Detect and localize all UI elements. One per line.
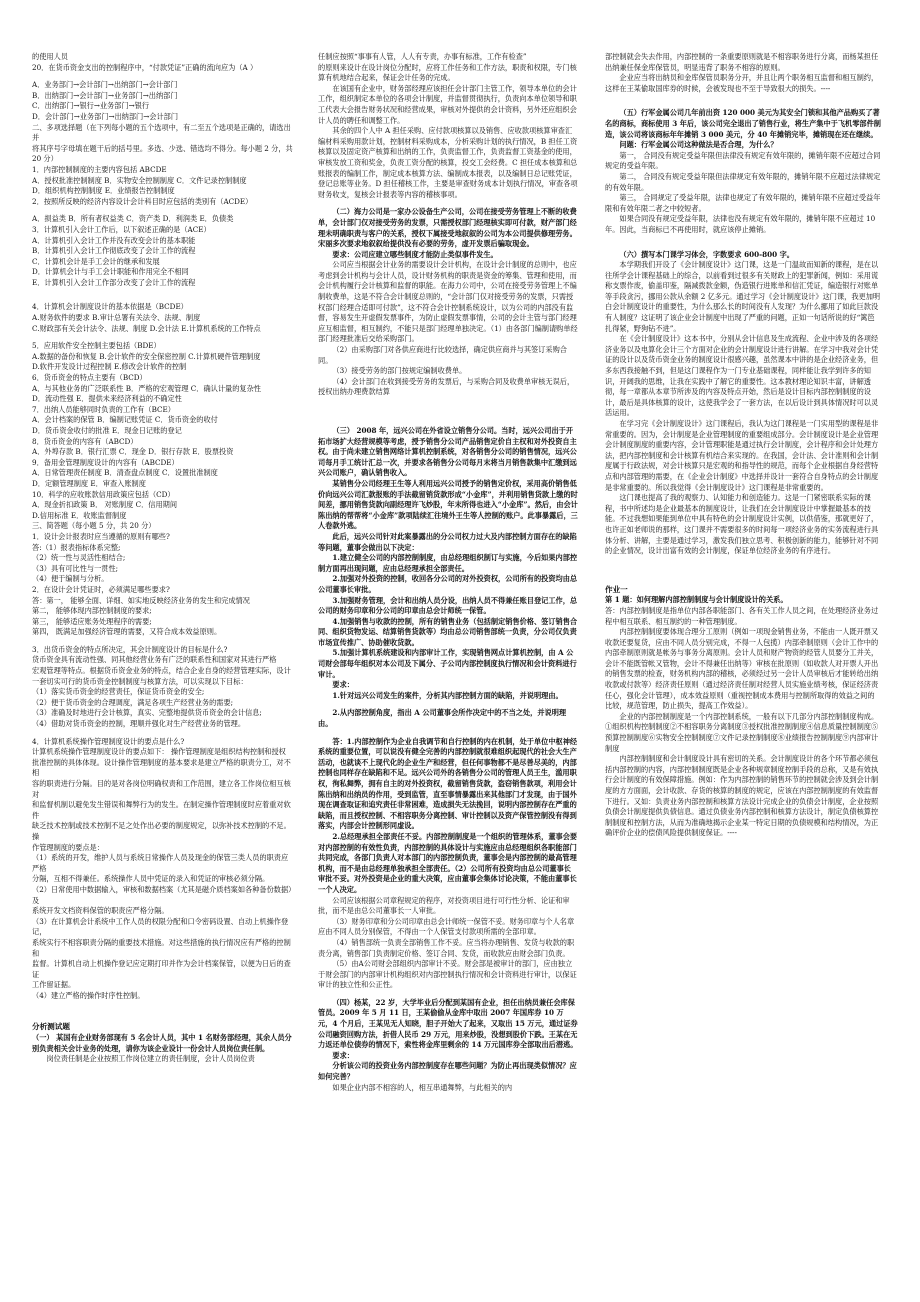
col2-paragraph: （4）销售部统一负责全部销售工作不妥。应当将办理销售、发货与收款的职责分离，销售部门负责制定价格、签订合同、发货，而收款应由财会部门负责。 (318, 937, 575, 958)
col1-paragraph: A.财务软件的要求 B.审计总署有关法令、法规、制度 (32, 313, 201, 323)
col3-paragraph: 第三， 合同规定了受益年限，法律也规定了有效年限的，摊销年限不应超过受益年限和有效年限二者之中较短者。 (605, 193, 881, 213)
col2-paragraph: 5.加强计算机系统建设和内部审计工作，实现销售网点计算机控制，由 A 公司财会部每年组织对本公司及下属分、子公司内部控制度执行情况和会计资料进行审计。 (318, 648, 577, 679)
col1-paragraph: 2．在设计会计凭证时，必须满足哪些要求? (32, 584, 170, 594)
col1-paragraph: 分析测试题 (32, 1022, 70, 1032)
col2-paragraph: 3.加强财务管理，会计和出纳人员分设，出纳人员不得兼任账目登记工作，总公司的财务印章和分公司的印章由总会计师统一保管。 (318, 595, 578, 616)
col2-paragraph: 要求： (332, 1050, 354, 1060)
col2-paragraph: （5）由A公司财会部组织内部审计不妥。财会部是被审计的部门，应由独立于财会部门的内部审计机构组织对内部控制执行情况和会计资料进行审计，以保证审计的独立性和公正性。 (318, 959, 577, 990)
spacer (32, 1015, 294, 1022)
col1-paragraph: 7．出纳人员能够同时负责的工作有（BCE） (32, 404, 175, 414)
col1-paragraph: D．货币资金收付的批准 E．现金日记账的登记 (32, 426, 182, 435)
col1-paragraph: 系统实行不相容职责分隔的重要技术措施。对这些措施的执行情况应有严格的控制和 (32, 937, 291, 958)
col1-paragraph: A．日常管理责任制度 B．清查盘点制度 C．设置批准制度 (32, 468, 218, 478)
col1-paragraph: 二、多项选择题（在下列每小题的五个选项中，有二至五个选项是正确的，请选出并 (32, 122, 291, 143)
col3-paragraph: 这门课也提高了我的观察力、认知能力和创造能力。这是一门紧密联系实际的课程，书中所述均是企业最基本的制度设计，让我们在会计制度设计中掌握最基本的技能。不过我想如果能到单位中具有特色的会计制度设计实例，以供借鉴，那就更好了，也许正如老师说的那样，这门课并不需要很多的时间每一项经济业务的实务流程进行具体分析、讲解，主要是通过学习，激发我们独立思考、积极创新的能力，能够针对不同的企业情况，设计出富有效的会计制度，保证单位经济业务的有序进行。 (605, 493, 879, 556)
spacer (605, 571, 881, 585)
col3-paragraph: 部控制就会失去作用，内部控制的一条重要原则就是不相容职务进行分离，而杨某担任出纳兼任保金库保管员，明显违背了职务不相容的原则。 (605, 52, 879, 72)
column-right (605, 52, 881, 839)
col3-paragraph: 第二， 合同没有规定受益年限但法律规定有效年限的，摊销年限不应超过法律规定的有效年限。 (605, 171, 881, 192)
col1-paragraph: （2）日常使用中数据输入，审核和数据档案（尤其是磁介质档案如各种备份数据）及 (32, 884, 292, 905)
col1-paragraph: A．业务部门→会计部门→出纳部门→会计部门 (32, 80, 178, 90)
col1-paragraph: C．出纳部门→银行→业务部门→银行 (32, 101, 150, 111)
col2-paragraph: 1.针对远兴公司发生的案件，分析其内部控制方面的缺陷，并说明理由。 (332, 690, 563, 700)
spacer (605, 557, 881, 571)
spacer (32, 730, 294, 737)
col1-paragraph: C．计算机会计是手工会计的继承和发展 (32, 256, 160, 266)
col1-paragraph: 9．备用金管理制度设计的内容有（ABCDE） (32, 457, 179, 467)
col1-paragraph: 货币资金具有流动性强、同其他经营业务有广泛的联系性和国家对其进行严格 (32, 655, 277, 665)
spacer (318, 991, 578, 998)
col2-paragraph: 2.从内部控制角度，指出 A 公司董事会所作决定中的不当之处，并说明理由。 (318, 708, 567, 729)
col1-paragraph: 6．货币资金的特点主要有（BCD） (32, 373, 147, 383)
col1-paragraph: （3）具有可比性与一贯性; (32, 563, 119, 573)
col1-paragraph: 容的职责进行分隔。目的是对各岗位明确权责和工作范围，建立各工作岗位相互核对 (32, 779, 291, 799)
col1-paragraph: 三、简答题（每小题 5 分，共 20 分） (32, 521, 156, 531)
col1-paragraph: 批准控制的具体体现。设计操作管理制度的基本要求是建立严格的职责分工，对不相 (32, 757, 291, 778)
col3-paragraph: 问题：行军金属公司这种做法是否合理，为什么？ (619, 140, 778, 150)
col1-paragraph: （3）准确及时地进行会计核算，真实、完整地提供货币资金的会计信息; (32, 708, 262, 718)
col1-paragraph: （2）便于货币资金的合理调度，满足各项生产经营业务的需要; (32, 697, 234, 707)
col1-paragraph: （4）便于编制与分析。 (32, 574, 109, 584)
col3-paragraph: 内部控制制度和会计制度设计具有密切的关系。会计制度设计的各个环节都必须包括内部控制的内容，内部控制制度既是企业各种规章制度控制手段的总称，又是有效执行会计制度的有效保障措施。例如：作为内部控制的销售环节的控制就会涉及到会计制度的方方面面，会计收款、存货的核算的制度的规定，应该在内部控制制度的有效监督下进行。又如：负责业务内部控制和核算方法设计完成企业的负债会计制度，企业按照负债会计制度提供负债信息。通过负债业务内部控制和核算方法设计，制定负债核算控制制度和控制方法，从而为准确地揭示企业某一特定日期的负债规模和结构情况，为正确评价企业的偿债风险提供制度保证。---- (605, 754, 879, 838)
col1-paragraph: 监督。计算机自动上机操作登记应定期打印并作为会计档案保管，以便为日后的查证 (32, 959, 291, 979)
col1-paragraph: E．计算机引入会计工作部分改变了会计工作的流程 (32, 277, 196, 287)
column-middle (318, 52, 578, 1093)
col3-paragraph: 作业一 (605, 584, 628, 594)
col3-paragraph: 在《会计制度设计》这本书中，分别从会计信息及生成流程、企业中涉及的各项经济业务以及电算化会计三个方面对企业的会计制度设计进行讲解。在学习中我对会计凭证的设计以及货币资金业务的制度设计很感兴趣，虽然课本中讲的是企业经济业务，但多东西我接触不到，但是这门课程作为一门专业基础课程，同样能让我学到许多的知识，开阔我的思维，让我在实践中了解它的重要性。这本教材理论知识丰富，讲解透彻，每一章都从本章节所涉及的内容及特点开始，然后是设计目标内部控制制度的设计，最后是具体核算的设计，这使我学会了一套方法，在以后设计到具体情况时可以灵活运用。 (605, 334, 879, 418)
spacer (318, 412, 578, 426)
col2-paragraph: 任制应按照“事事有人管，人人有专责，办事有标准，工作有检查” (318, 52, 527, 61)
col1-paragraph: 作管理制度的要点是： (32, 842, 104, 852)
col1-paragraph: 3．出货币资金的特点所决定，其会计制度设计的目标是什么? (32, 644, 228, 654)
col1-paragraph: D．定额管理制度 E．审查入账制度 (32, 478, 146, 488)
col1-paragraph: （4）借助对货币资金的控制，理顺并强化对生产经营业务的管理。 (32, 719, 246, 729)
col1-paragraph: 第三， 能够适应账务处理程序的需要; (32, 616, 152, 626)
col2-paragraph: 1.建立健全公司的内部控制制度，由总经理组织制订与实施，今后如果内部控制方面再出现问题，应由总经理承担全部责任。 (318, 553, 578, 573)
col1-paragraph: 和监督机制以避免发生错误和舞弊行为的发生。在制定操作管理制度时应着重对软件 (32, 800, 291, 820)
col2-paragraph: （3）财务印章和分公司印章由总会计师统一保管不妥。财务印章与个人名章应由不同人员分别保管，不得由一个人保管支付款项所需的全部印章。 (318, 916, 575, 937)
spacer (32, 1001, 294, 1015)
col2-paragraph: （三） 2008 年，远兴公司在外省设立销售分公司。当时，远兴公司出于开拓市场扩大经营规模等考虑，授予销售分公司产品销售定价自主权和对外投资自主权。由于尚未建立销售网络计算机控制系统，对各销售分公司的销售情况，远兴公司每月手工统计汇总一次，并要求各销售分公司每月末将当月销售款集中汇缴到远兴公司账户，确认销售收入。 (318, 426, 577, 478)
col1-paragraph: 2．按照所反映的经济内容设计会计科目时应包括的类别有（ACDE） (32, 196, 253, 206)
col2-paragraph: 在该国有企业中，财务部经理应该担任会计部门主管工作，领导本单位的会计工作，组织制定本单位的各项会计制度，并监督贯彻执行，负责向本单位领导和职工代表大会报告财务状况和经营成果，审核对外提供的会计资料，另外还应组织会计人员的聘任和调整工作。 (318, 83, 577, 125)
col1-paragraph: 第二， 能够体现内部控制制度的要求; (32, 606, 152, 616)
col1-paragraph: D．组织机构控制制度 E．业绩报告控制制度 (32, 186, 175, 196)
col1-paragraph: A.数据的备份和恢复 B.会计软件的安全保密控制 C.计算机硬件管理制度 (32, 351, 261, 361)
col1-paragraph: 计算机系统操作管理制度设计的要点如下： 操作管理制度是组织结构控制和授权 (32, 747, 286, 757)
col1-paragraph: A．现金折扣政策 B． 对账制度 C．信用期间 (32, 500, 178, 510)
col1-paragraph: （4）建立严格的操作时序性控制。 (32, 990, 145, 1000)
spacer (32, 288, 294, 302)
spacer (605, 94, 881, 108)
col1-paragraph: A．与其他业务的广泛联系性 B．严格的宏观管理 C．确认计量的复杂性 (32, 383, 261, 393)
col1-paragraph: 第四， 既满足加强经济管理的需要，又符合成本效益原则。 (32, 627, 222, 637)
col1-paragraph: 工作留证据。 (32, 980, 76, 990)
col1-paragraph: 岗位责任制是企业按照工作岗位建立的责任制度，会计人员岗位责 (46, 1054, 255, 1064)
col1-paragraph: A．损益类 B．所有者权益类 C．资产类 D．利润类 E．负债类 (32, 214, 234, 224)
col3-paragraph: 第一， 合同没有规定受益年限但法律没有规定有效年限的，摊销年限不应超过合同规定的受益年限。 (605, 150, 881, 171)
col3-paragraph: （五）行军金属公司几年前出资 120 000 美元为其安全门锁和其他产品购买了著名的商标，商标使用 3 年后，该公司完全退出了销售行业，将生产集中于飞机零部件制造，该公司将该商标年年摊销 3 000 美元，分 40 年摊销完毕，摊销现在还在继续。 (605, 108, 881, 139)
col1-paragraph: （一） 某国有企业财务部现有 5 名会计人员，其中 1 名财务部经理，其余人员分别负责相关会计业务的处理，请你为该企业设计一份会计人员岗位责任制。 (32, 1033, 292, 1053)
col3-paragraph: （六）撰写本门课学习体会，字数要求 600-800 字。 (619, 249, 794, 259)
spacer (318, 730, 578, 737)
col1-paragraph: 系统开发文档资料保管的职责应严格分隔。 (32, 906, 169, 916)
col2-paragraph: 答：1.内部控制作为企业自我调节和自行控制的内在机制，处于单位中枢神经系统的重要位置，可以说没有健全完善的内部控制就很难组织起现代的社会大生产活动，也就谈不上现代化的企业生产和经营，但任何事物都不是尽善尽美的，内部控制也同样存在缺陷和不足。远兴公司外的各销售分公司的管理人员王生，滥用职权，徇私舞弊，拥有自主的对外投资权，截留销售货款，盗窃销售款项，利用会计陈出纳和出纳员的作用，受到监管，直至事情暴露出来其他部门才发现，由于国外现在调查取证和追究责任非常困难，造成损失无法挽回，说明内部控制存在严重的缺陷，而且授权控制、不相容职务分离控制、审计控制以及资产保管控制没有得到落实，内部会计控制形同虚设。 (318, 736, 578, 831)
col2-paragraph: （2）由采购部门对各供应商进行比较选择，确定供应商并与其签订采购合同。 (318, 345, 567, 365)
col1-paragraph: 分隔，互相不得兼任。系统操作人员中凭证的录入和凭证的审核必须分隔。 (32, 874, 270, 884)
spacer (318, 398, 578, 412)
col1-paragraph: A．会计档案的保管 B．编制记账凭证 C．货币资金的收付 (32, 415, 218, 425)
spacer (32, 73, 294, 80)
col1-paragraph: 5．应用软件安全控制主要包括（BDE） (32, 341, 161, 351)
col2-paragraph: 要求： (332, 680, 354, 690)
col2-paragraph: 2.加强对外投资的控制，收回各分公司的对外投资权，公司所有的投资均由总公司董事长审批。 (318, 574, 578, 594)
col1-paragraph: 宏观管理等特点。根据货币资金业务的特点，结合企业自身的经营管理实际，设计 (32, 666, 291, 676)
col2-paragraph: 公司应该根据公司章程规定的程序，对投资项目进行可行性分析、论证和审批，而不是由总公司董事长一人审批。 (318, 895, 570, 916)
col2-paragraph: 其余的四个人中 A 担任采购、应付款项核算以及销售、应收款项核算审查汇编材料采购用款计划，控制材料采购成本，分析采购计划的执行情况，B 担任工资核算以及固定资产核算和出纳的工作，负责监督工作，负责监督工资基金的使用，审核发放工资和奖金，负责工资分配的核算，投交工会经费。C 担任成本核算和总账报表的编制工作，制定成本核算方法、编制成本报表，以及编制日总记账凭证，登记总账等业务。D 担任稽核工作，主要是审查财务成本计划执行情况，审查各项财务收支，复核会计报表等内容的稽核事项。 (318, 126, 578, 199)
spacer (32, 334, 294, 341)
col1-paragraph: （3）在计算机会计系统中工作人员的权限分配和口令密码设置、自动上机操作登记， (32, 916, 289, 937)
col1-paragraph: 1．设计会计报表时应当遵循的原则有哪些? (32, 531, 170, 541)
col1-paragraph: A．外埠存款 B．银行汇票 C．现金 D．银行存款 E．股票投资 (32, 447, 234, 457)
col3-paragraph: 本学期我们开设了《会计制度设计》这门课，这是一门温故而知新的课程，是在以往所学会计课程基础上的综合，以前看到过很多有关财政上的犯罪新闻，例如：采用谎称支票作废，偷盖印鉴，隔减拨款金额，伪造银行进账单和信汇凭证，编造银行对账单等手段贪污，挪用公款从余额 2 亿多元。通过学习《会计制度设计》这门课，我更加明白会计制度设计的重要性，为什么那么长的时间没有人发现？为什么挪用了如此巨款没有人制度？这证明了该企业会计制度中出现了严重的问题，正如一句话所说的好“篱笆扎得紧，野狗钻不进”。 (605, 260, 881, 333)
col2-paragraph: （四）杨某，22 岁，大学毕业后分配到某国有企业，担任出纳员兼任会库保管员。2009 年 5 月 11 日，王某偷偷从金库中取出 2007 年国库券 10 万元，4 个月后，王某见无人知晓，胆子开始大了起来，又取出 15 万元，通过证券公司融资回购方法，折借人民币 29 万元，用来炒股，没想到股价下跌。王某在无力返还单位债券的情况下，索性将金库里剩余的 14 万元国库券全部取出后潜逃。 (318, 997, 578, 1050)
col3-paragraph: 内部控制制度要体现合理分工原则（例如一项现金销售业务，不能由一人既开票又收款还要复货，应由不同人员分别完成，不得一人包揽）内部牵制原则（会计工作中的内部牵制原则就是帐务与事务分离原则。会计人员和财产物资的经管人员要分工并关，会计不能既管帐又管物，会计不得兼任出纳等）审核在批原则（如收款人对开票人开出的销售发票的检查，财务机构内部的稽核，必须经过另一会计人员审核后才能转给出纳收款或付款等）经济责任原则（通过经济责任制对经营人员实施业绩考核，保证经济责任心，强化会计管理），成本效益原则（重视控制成本费用与控制所取得的效益之间的比较，规范管理，防止损失，提高工作效益）。 (605, 627, 879, 711)
col2-paragraph: 某销售分公司经理王生等人利用远兴公司授予的销售定价权，采用高价销售低价向远兴公司汇款报账的手法截留销货款形成“小金库”，并利用销售货款上缴的时间差，挪用销售货款向副经理许飞炒股，年末所得也进入“小金库”。然后，由会计陈出纳的帮帮将“小金库”款项陆续汇往境外王生等人控制的账户。此事暴露后，三人卷款外逃。 (318, 478, 578, 531)
col1-paragraph: 3．计算机引入会计工作后，以下叙述正确的是（ACE） (32, 224, 211, 234)
col2-paragraph: 分析该公司的投资业务内部控制度存在哪些问题？为防止再出现类似情况？应如何完善？ (318, 1061, 577, 1082)
col1-paragraph: （1）落实货币资金的经营责任，保证货币资金的安全; (32, 687, 205, 697)
col1-paragraph: C.财政部有关会计法令、法规、制度 D.会计法 E.计算机系统的工作特点 (32, 323, 261, 333)
col2-paragraph: （4）会计部门在收到接受劳务的发票后，与采购合同及收费单审核无误后，授权出纳办理费款结算 (318, 376, 575, 397)
spacer (605, 236, 881, 250)
col1-paragraph: B．计算机引入会计工作彻底改变了会计工作的流程 (32, 246, 196, 256)
spacer (32, 207, 294, 214)
spacer (318, 200, 578, 207)
col1-paragraph: 一套切实可行的货币资金控制制度与核算方法，可以实现以下目标： (32, 676, 248, 686)
col3-paragraph: 企业的内部控制制度是一个内部控制系统，一般有以下几部分内部控制制度构成。①组织机构控制制度②不相容职务分离制度③授权批准控制制度④信息质量控制制度⑤预算控制制度⑥实物安全控制制度⑦文件记录控制制度⑧业绩报告控制制度⑨内部审计制度 (605, 711, 879, 753)
col1-paragraph: 4．计算机会计制度设计的基本依据是（BCDE） (32, 302, 188, 312)
col1-paragraph: 10．科学的应收账款信用政策应包括（CD） (32, 489, 175, 499)
col1-paragraph: D．会计部门→业务部门→出纳部门→会计部门 (32, 111, 179, 121)
col1-paragraph: B．出纳部门→会计部门→业务部门→出纳部门 (32, 90, 178, 100)
spacer (32, 638, 294, 645)
col2-paragraph: （二）海力公司是一家办公设备生产公司，公司在接受劳务管理上不断的收费单，会计部门仅对接受劳务的发票，只需授权部门经理核实即可付款，财产部门经理未明确职责与客户的关系，授权下属接受地叙叙的公司为本公司提供修理劳务。宋丽多次要求地叙叙给提供没有必要的劳务，虚开发票后骗取现金。 (318, 207, 577, 249)
col1-paragraph: 4．计算机系统操作管理制度设计的要点是什么? (32, 736, 185, 746)
col1-paragraph: （2）统一性与灵活性相结合; (32, 553, 126, 563)
col1-paragraph: 答：第一， 能够全面、详细、如实地反映经济业务的发生和完成情况 (32, 595, 250, 605)
col1-paragraph: A．授权批准控制制度 B．实物安全控制制度 C．文件记录控制制度 (32, 175, 247, 185)
col3-paragraph: 企业应当将出纳员和金库保管员职务分开，并且让两个职务相互监督和相互制约，这样在王某偷取国库券的时候，会被发现也不至于导致很大的损失。---- (605, 73, 879, 93)
col1-paragraph: D.信用标准 E．收账监督制度 (32, 510, 127, 520)
col2-paragraph: 如果企业内部不相容的人，相互串通舞弊，与此相关的内 (332, 1082, 513, 1092)
col3-paragraph: 在学习完《会计制度设计》这门课程后，我认为这门课程是一门实用型的课程是非常重要的。因为，会计制度是企业管理制度的重要组成部分。会计制度设计是企业管理会计制度制度的重要内容，会计管理职能是通过执行会计制度，会计程序和会计处理方法，把内部控制度和会计核算有机结合来实现的。在我国，会计法、会计准则和会计制度属于行政法规，对会计核算只是宏观的和指导性的规范，而每个企业根据自身经营特点和内部管理的需要，在《企业会计制度》中选择并设计一套符合自身特点的会计制度是非常重要的。所以我觉得《会计制度设计》这门课程是非常重要的。 (605, 419, 879, 492)
col1-paragraph: 的使用人员 (32, 52, 68, 61)
col1-paragraph: 答:（1）报表指标体系完整; (32, 542, 121, 552)
col2-paragraph: 2.总经理承担全部责任不妥。内部控制制度是一个组织的管理体系，董事会要对内部控制的有效性负责，内部控制的具体设计与实施应由总经理组织各职能部门共同完成，各部门负责人对本部门的内部控制负责，董事会是内部控制的最高管理机构，而不是由总经理单独承担全部责任。（2）公司所有投资均由总公司董事长审批不妥。对外投资是企业的重大决策，应由董事会集体讨论决策，不能由董事长一个人决定。 (318, 831, 578, 894)
col1-paragraph: D．计算机会计与手工会计职能和作用完全不相同 (32, 267, 189, 277)
col2-paragraph: 公司应当根据会计业务的需要设计会计机构，在设计会计制度的总则中，也应考虑到会计机构与会计人员，设计财务机构的职责是资金的筹集、管理和使用，而会计机构履行会计核算和监督的职能。在海力公司中，公司在接受劳务管理上不编制收费单，这是不符合会计制度总则的，“会计部门仅对接受劳务的发票，只需授权部门经理合适即可付款”，这不符合会计控制系统设计，以为公司的内部没有监督，容易发生开虚假发票事件，为防止虚假发票事情，公司的会计主管与部门经理应互相监督，相互制约，不能只是部门经理单独决定。（1）由各部门编制请购单经部门经理批准后交给采购部门。 (318, 260, 578, 344)
col1-paragraph: （1）系统的开发，维护人员与系统日常操作人员及现金的保管三类人员的职责应严格 (32, 853, 289, 873)
col2-paragraph: 此后，远兴公司针对此案暴露出的分公司权力过大及内部控制方面存在的缺陷等问题，董事会做出以下决定： (318, 531, 577, 552)
col1-paragraph: 将其序号字母填在题干后的括号里。多选、少选、错选均不得分。每小题 2 分，共 20 分） (32, 143, 293, 164)
col1-paragraph: 8．货币资金的内容有（ABCD） (32, 436, 138, 446)
col3-paragraph: 第 1 题：如何理解内部控制制度与会计制度设计的关系。 (605, 595, 788, 605)
col1-paragraph: 缺乏技术控制或技术控制不足之处作出必要的制度规定，以弥补技术控制的不足。操 (32, 821, 291, 841)
spacer (318, 701, 578, 708)
col1-paragraph: D.软件开发设计过程控制 E.修改会计软件的控制 (32, 362, 187, 372)
col2-paragraph: 要求：公司应建立哪些制度才能防止类似事件发生。 (332, 249, 498, 259)
column-left (32, 52, 294, 1065)
col2-paragraph: 的原则来设计在设计岗位分配时，应将工作任务和工作方法，职责和权限，专门核算有机地结合起来，保证会计任务的完成。 (318, 62, 577, 83)
col2-paragraph: （3）接受劳务的部门按规定编制收费单。 (332, 366, 467, 376)
col1-paragraph: 1．内部控制制度的主要内容包括 ABCDE (32, 164, 167, 174)
col3-paragraph: 答：内部控制制度是指单位内部各职能部门、各有关工作人员之间，在处理经济业务过程中相互联系、相互制约的一种管理制度。 (605, 605, 879, 626)
col3-paragraph: 如果合同没有规定受益年限，法律也没有规定有效年限的，摊销年限不应超过 10 年。因此，当商标已不再使用时，就应该停止摊销。 (605, 214, 876, 234)
col1-paragraph: 20．在货币资金支出的控制程序中，“付款凭证”正确的流向应为（A ） (32, 62, 258, 72)
col1-paragraph: D．流动性强 E．提供未来经济利益的不确定性 (32, 394, 182, 404)
col1-paragraph: A．计算机引入会计工作并没有改变会计的基本职能 (32, 235, 196, 245)
col2-paragraph: 4.加强销售与收款的控制，所有的销售业务（包括制定销售价格、签订销售合同、组织货物发运、结算销售货款等）均由总公司销售部统一负责，分公司仅负责市场宣传推广、协助催收货款。 (318, 616, 578, 647)
